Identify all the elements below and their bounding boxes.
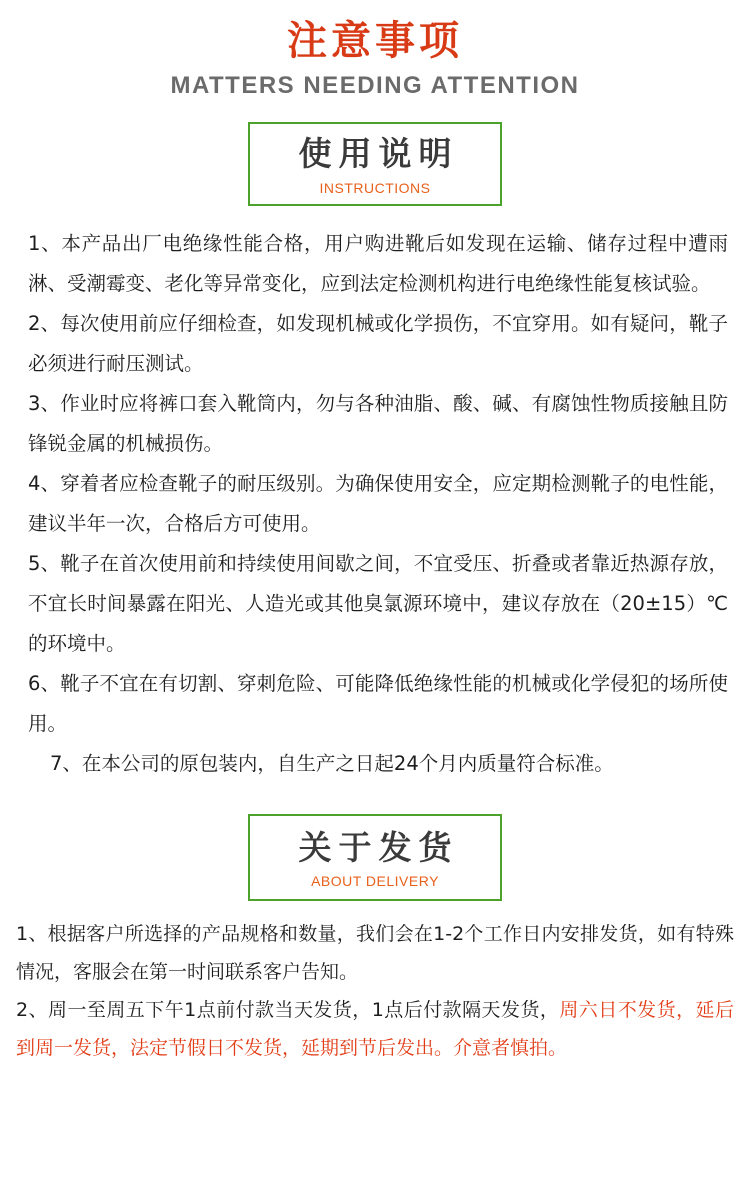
page-subtitle: MATTERS NEEDING ATTENTION	[170, 72, 580, 99]
page-title: 注意事项	[287, 18, 463, 64]
instructions-title-cn: 使用说明	[298, 134, 459, 173]
delivery-list	[0, 915, 750, 1067]
delivery-item	[16, 991, 734, 1067]
instructions-list	[0, 224, 750, 784]
delivery-title-en: ABOUT DELIVERY	[311, 873, 439, 890]
instruction-item: 2、每次使用前应仔细检查，如发现机械或化学损伤，不宜穿用。如有疑问，靴子必须进行耐压测试。	[28, 311, 728, 375]
instructions-header-box	[248, 122, 502, 206]
instruction-item: 4、穿着者应检查靴子的耐压级别。为确保使用安全，应定期检测靴子的电性能，建议半年一次，合格后方可使用。	[28, 471, 728, 535]
delivery-title-cn: 关于发货	[298, 827, 459, 867]
instruction-item: 3、作业时应将裤口套入靴筒内，勿与各种油脂、酸、碱、有腐蚀性物质接触且防锋锐金属的机械损伤。	[28, 391, 728, 455]
delivery-header-box	[248, 814, 502, 902]
instruction-item: 1、本产品出厂电绝缘性能合格，用户购进靴后如发现在运输、储存过程中遭雨淋、受潮霉变、老化等异常变化，应到法定检测机构进行电绝缘性能复核试验。	[28, 231, 728, 295]
instruction-item: 7、在本公司的原包装内，自生产之日起24个月内质量符合标准。	[50, 751, 614, 775]
instruction-item: 5、靴子在首次使用前和持续使用间歇之间，不宜受压、折叠或者靠近热源存放，不宜长时间暴露在阳光、人造光或其他臭氯源环境中，建议存放在（20±15）℃的环境中。	[28, 551, 728, 655]
delivery-item-highlight: 周六日不发货，延后到周一发货，法定节假日不发货，延期到节后发出。介意者慎拍。	[16, 999, 734, 1060]
instruction-item: 6、靴子不宜在有切割、穿刺危险、可能降低绝缘性能的机械或化学侵犯的场所使用。	[28, 671, 728, 735]
delivery-item-normal: 2、周一至周五下午1点前付款当天发货，1点后付款隔天发货，	[16, 999, 560, 1022]
delivery-item: 1、根据客户所选择的产品规格和数量，我们会在1-2个工作日内安排发货，如有特殊情况，客服会在第一时间联系客户告知。	[16, 923, 734, 984]
instructions-title-en: INSTRUCTIONS	[319, 179, 431, 196]
attention-page	[0, 18, 750, 1193]
